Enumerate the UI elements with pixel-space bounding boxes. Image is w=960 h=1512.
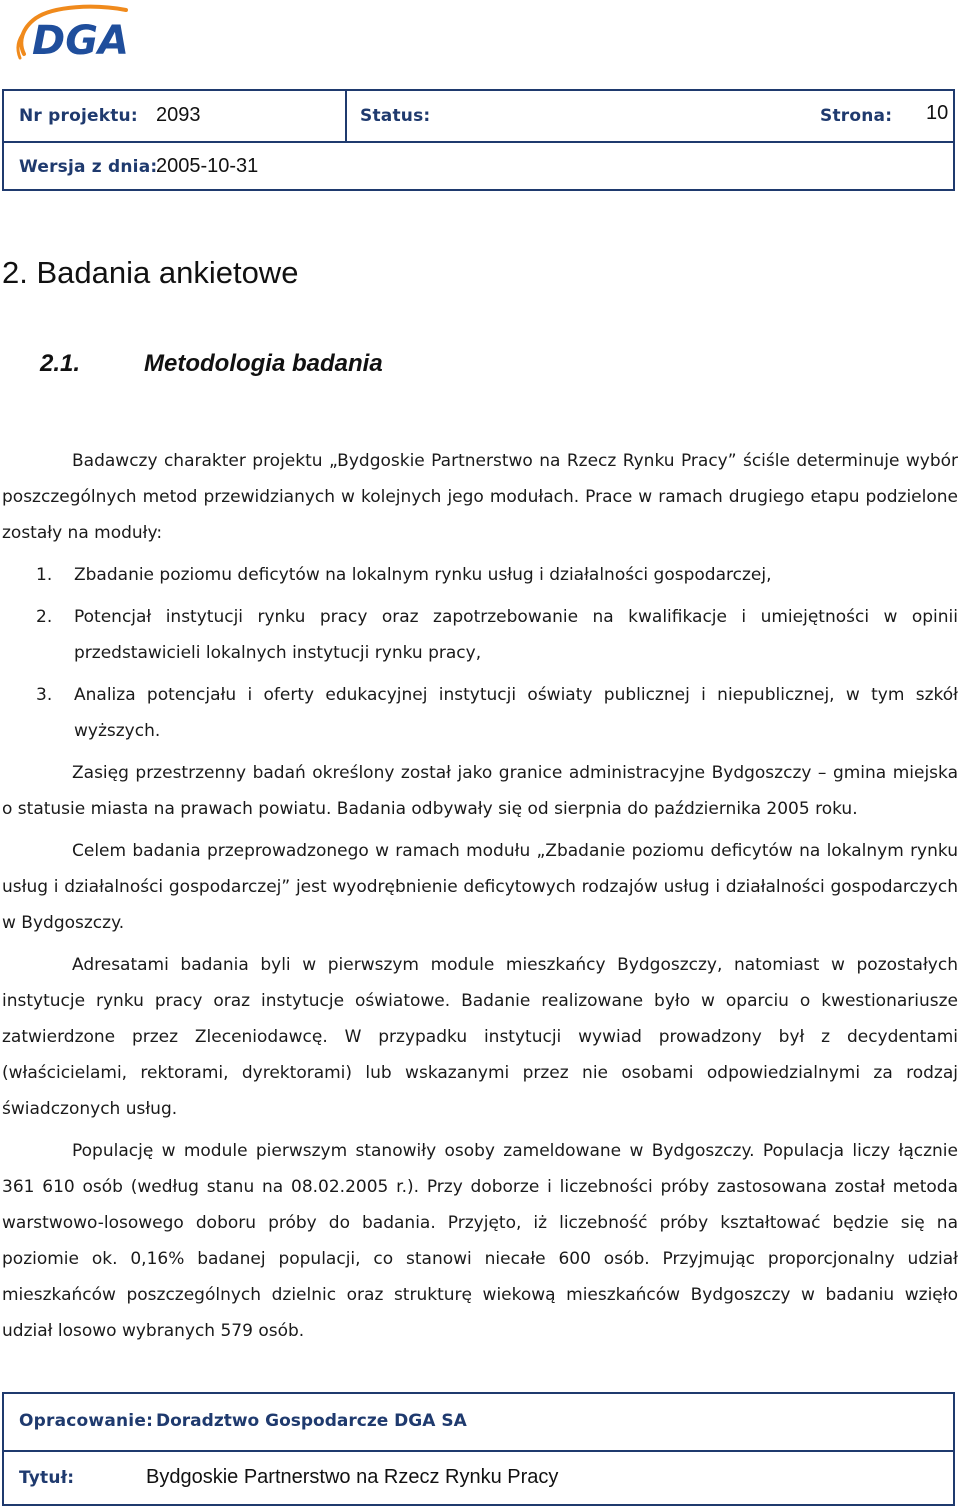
prepared-by-value: Doradztwo Gospodarcze DGA SA (156, 1411, 467, 1431)
document-body (2, 443, 958, 1355)
page-number-value: 10 (926, 102, 949, 124)
paragraph-goal: Celem badania przeprowadzonego w ramach modułu „Zbadanie poziomu deficytów na lokalnym rynku usług i działalności gospodarczej” jest wyodrębnienie deficytowych rodzajów usług i działalności gospodarczych w Bydgoszczy. (2, 841, 958, 933)
subsection-title-text: Metodologia badania (144, 350, 383, 377)
intro-paragraph: Badawczy charakter projektu „Bydgoskie Partnerstwo na Rzecz Rynku Pracy” ściśle determinuje wybór poszczególnych metod przewidzianych w kolejnych jego modułach. Prace w ramach drugiego etapu podzielone zostały na moduły: (2, 451, 958, 543)
list-item (2, 557, 958, 593)
status-label: Status: (360, 106, 431, 126)
title-value: Bydgoskie Partnerstwo na Rzecz Rynku Pracy (146, 1466, 559, 1488)
footer-row-prepared (4, 1394, 953, 1452)
version-date-value: 2005-10-31 (156, 155, 259, 177)
list-item-number: 2. (36, 607, 53, 627)
list-item (2, 599, 958, 671)
document-footer (2, 1392, 955, 1506)
paragraph-scope: Zasięg przestrzenny badań określony został jako granice administracyjne Bydgoszczy – gmina miejska o statusie miasta na prawach powiatu. Badania odbywały się od sierpnia do października 2005 roku. (2, 763, 958, 819)
subsection-number: 2.1. (40, 350, 81, 377)
list-item-text: Potencjał instytucji rynku pracy oraz zapotrzebowanie na kwalifikacje i umiejętności w opinii przedstawicieli lokalnych instytucji rynku pracy, (74, 607, 958, 663)
paragraph-respondents: Adresatami badania byli w pierwszym module mieszkańcy Bydgoszczy, natomiast w pozostałych instytucje rynku pracy oraz instytucje oświatowe. Badanie realizowane było w oparciu o kwestionariusze zatwierdzone przez Zleceniodawcę. W przypadku instytucji wywiad prowadzony był z decydentami (właścicielami, rektorami, dyrektorami) lub wskazanymi przez nie osobami odpowiedzialnymi za rodzaj świadczonych usług. (2, 955, 958, 1119)
list-item-number: 1. (36, 565, 53, 585)
list-item (2, 677, 958, 749)
document-header (2, 89, 955, 191)
section-title: 2. Badania ankietowe (2, 255, 299, 290)
page-label: Strona: (820, 106, 893, 126)
dga-logo (14, 2, 142, 70)
logo-text: DGA (32, 18, 129, 64)
header-row-version (4, 141, 953, 191)
modules-list (2, 557, 958, 749)
dga-logo-icon (14, 2, 142, 70)
list-item-text: Zbadanie poziomu deficytów na lokalnym rynku usług i działalności gospodarczej, (74, 565, 772, 585)
header-row-project (4, 91, 953, 143)
list-item-text: Analiza potencjału i oferty edukacyjnej instytucji oświaty publicznej i niepublicznej, w tym szkół wyższych. (74, 685, 958, 741)
subsection-title (40, 350, 383, 378)
project-number-label: Nr projektu: (19, 106, 138, 126)
paragraph-population: Populację w module pierwszym stanowiły osoby zameldowane w Bydgoszczy. Populacja liczy łącznie 361 610 osób (według stanu na 08.02.2005 r.). Przy doborze i liczebności próby zastosowana został metoda warstwowo-losowego doboru próby do badania. Przyjęto, iż liczebność próby kształtować będzie się na poziomie ok. 0,16% badanej populacji, co stanowi niecałe 600 osób. Przyjmując proporcjonalny udział mieszkańców poszczególnych dzielnic oraz strukturę wiekową mieszkańców Bydgoszczy w badaniu wzięło udział losowo wybranych 579 osób. (2, 1141, 958, 1341)
footer-row-title (4, 1450, 953, 1506)
project-number-value: 2093 (156, 104, 201, 126)
list-item-number: 3. (36, 685, 53, 705)
header-divider (345, 91, 347, 141)
version-date-label: Wersja z dnia: (19, 157, 158, 177)
title-label: Tytuł: (19, 1468, 75, 1488)
prepared-by-label: Opracowanie: (19, 1411, 154, 1431)
